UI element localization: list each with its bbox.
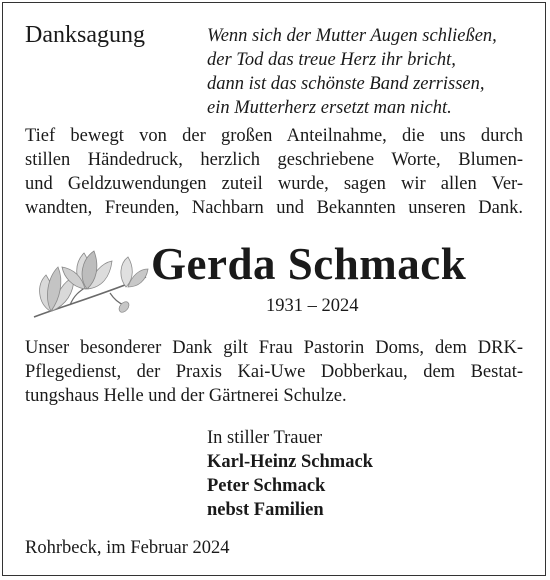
poem-line: ein Mutterherz ersetzt man nicht. — [207, 98, 452, 118]
magnolia-flower-icon — [30, 247, 150, 325]
place-date: Rohrbeck, im Februar 2024 — [25, 538, 230, 558]
paragraph-line: Unser besonderer Dank gilt Frau Pastorin Doms, dem DRK- — [25, 338, 523, 358]
notice-heading: Danksagung — [25, 22, 145, 48]
paragraph-line: und Geldzuwendungen zuteil wurde, sagen wir allen Ver- — [25, 174, 523, 194]
mourner-name: Peter Schmack — [207, 476, 326, 496]
mourner-name: nebst Familien — [207, 500, 324, 520]
signoff — [207, 426, 373, 522]
paragraph-line: Tief bewegt von der großen Anteilnahme, die uns durch — [25, 126, 523, 146]
thanks-paragraph — [25, 124, 523, 220]
mourner-name: Karl-Heinz Schmack — [207, 452, 373, 472]
poem-line: der Tod das treue Herz ihr bricht, — [207, 50, 456, 70]
paragraph-line: tungshaus Helle und der Gärtnerei Schulze. — [25, 386, 347, 406]
deceased-name: Gerda Schmack — [151, 239, 467, 289]
poem — [207, 24, 497, 120]
paragraph-line: stillen Händedruck, herzlich geschriebene Worte, Blumen- — [25, 150, 523, 170]
life-years: 1931 – 2024 — [266, 296, 359, 316]
poem-line: dann ist das schönste Band zerrissen, — [207, 74, 485, 94]
signoff-intro: In stiller Trauer — [207, 428, 323, 448]
paragraph-line: wandten, Freunden, Nachbarn und Bekannten unseren Dank. — [25, 198, 523, 218]
poem-line: Wenn sich der Mutter Augen schließen, — [207, 26, 497, 46]
paragraph-line: Pflegedienst, der Praxis Kai-Uwe Dobberkau, dem Bestat- — [25, 362, 523, 382]
special-thanks-paragraph — [25, 336, 523, 408]
